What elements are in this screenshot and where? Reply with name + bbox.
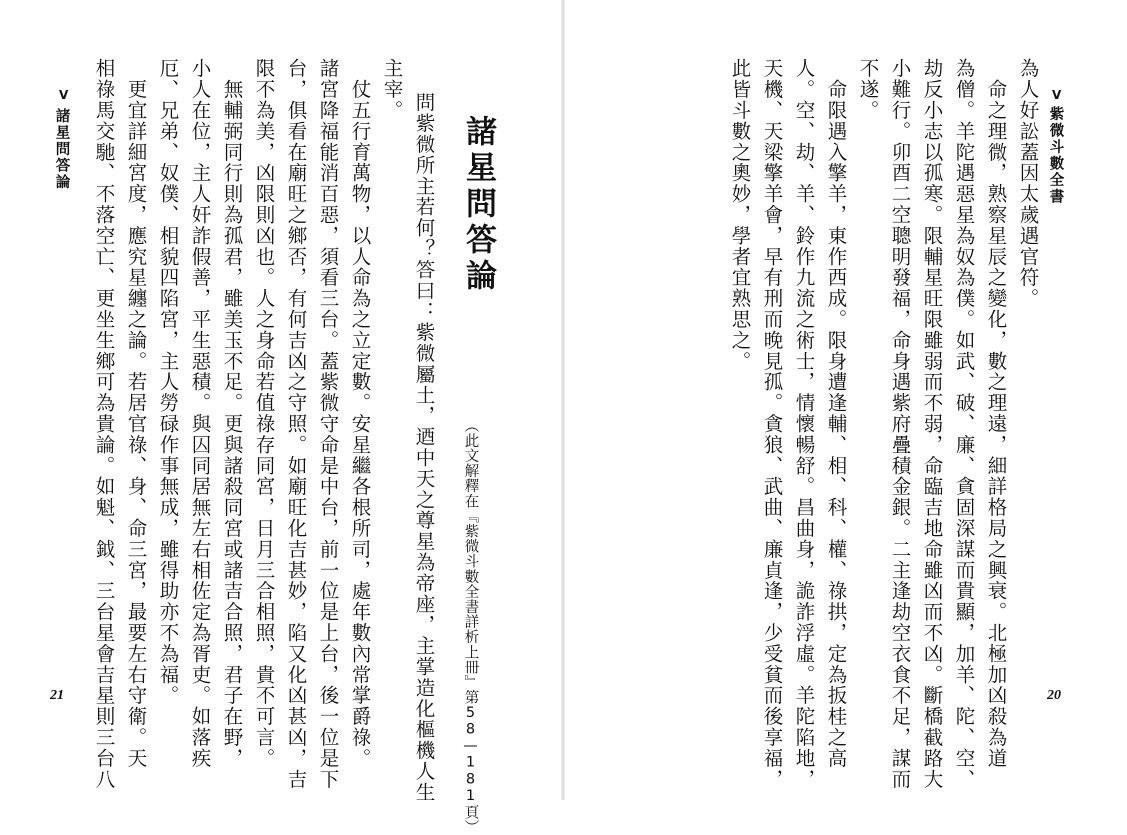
body-line: 命限遇入擎羊，東作西成。限身遭逢輔、相、科、權、祿拱，定為扳桂之高 (824, 58, 848, 769)
left-page (0, 0, 563, 835)
question-line: 問紫微所主若何？答曰：紫微屬土，迺中天之尊星為帝座，主掌造化樞機人生 (412, 92, 436, 803)
body-line: 為僧。羊陀遇惡星為奴為僕。如武、破、廉、貪固深謀而貴顯，加羊、陀、空、 (952, 58, 976, 790)
body-line: 相祿馬交馳、不落空亡、更坐生鄉可為貴論。如魁、鉞、三台星會吉星則三台八 (92, 58, 116, 790)
body-line: 限不為美，凶限則凶也。人之身命若值祿存同宮，日月三合相照，貴不可言。 (252, 58, 276, 769)
body-line: 台，俱看在廟旺之鄉否，有何吉凶之守照。如廟旺化吉甚妙，陷又化凶甚凶，吉 (284, 58, 308, 790)
body-line: 無輔弼同行則為孤君，雖美玉不足。更與諸殺同宮或諸吉合照，君子在野， (220, 58, 244, 769)
page-number: 20 (1047, 688, 1061, 703)
body-line: 天機、天梁擎羊會，早有刑而晚見孤。貪狼、武曲、廉貞逢，少受貧而後享福， (760, 58, 784, 790)
body-line: 小人在位，主人奸詐假善，平生惡積。與囚同居無左右相佐定為胥吏。如落疾 (188, 58, 212, 769)
body-line: 小難行。卯酉二空聰明發福，命身遇紫府疊積金銀。二主逢劫空衣食不足，謀而 (888, 58, 912, 790)
body-line: 主宰。 (380, 58, 404, 121)
chapter-title: 諸星問答論 (460, 115, 496, 295)
body-line: 不遂。 (856, 58, 880, 121)
page-number: 21 (50, 688, 64, 703)
body-line: 厄、兄弟、奴僕、相貌四陷宮，主人勞碌作事無成，雖得助亦不為福。 (156, 58, 180, 706)
body-line: 命之理微，熟察星辰之變化，數之理遠，細詳格局之興衰。北極加凶殺為道 (984, 58, 1008, 769)
body-line: 更宜詳細宮度，應究星纏之論。若居官祿、身、命三宮，最要左右守衛。天 (124, 58, 148, 769)
body-line: 為人好訟蓋因太歲遇官符。 (1016, 58, 1040, 309)
page-marker: V (1052, 88, 1062, 102)
body-line: 諸宮降福能消百惡，須看三台。蓋紫微守命是中台，前一位是上台，後一位是下 (316, 58, 340, 790)
body-line: 劫反小志以孤寒。限輔星旺限雖弱而不弱，命臨吉地命雖凶而不凶。斷橋截路大 (920, 58, 944, 790)
source-note: （此文解釋在『紫微斗數全書詳析上冊』第58—181頁） (462, 418, 479, 835)
running-head: 紫微斗數全書 (1047, 106, 1064, 205)
right-page (563, 0, 1127, 800)
body-line: 仗五行育萬物，以人命為之立定數。安星繼各根所司，處年數內常掌爵祿。 (348, 58, 372, 769)
running-head: 諸星問答論 (53, 108, 70, 191)
body-line: 人。空、劫、羊、鈴作九流之術士，情懷暢舒。昌曲身，詭詐浮虛。羊陀陷地， (792, 58, 816, 790)
page-marker: V (59, 88, 69, 102)
body-line: 此皆斗數之奧妙，學者宜熟思之。 (728, 58, 752, 372)
